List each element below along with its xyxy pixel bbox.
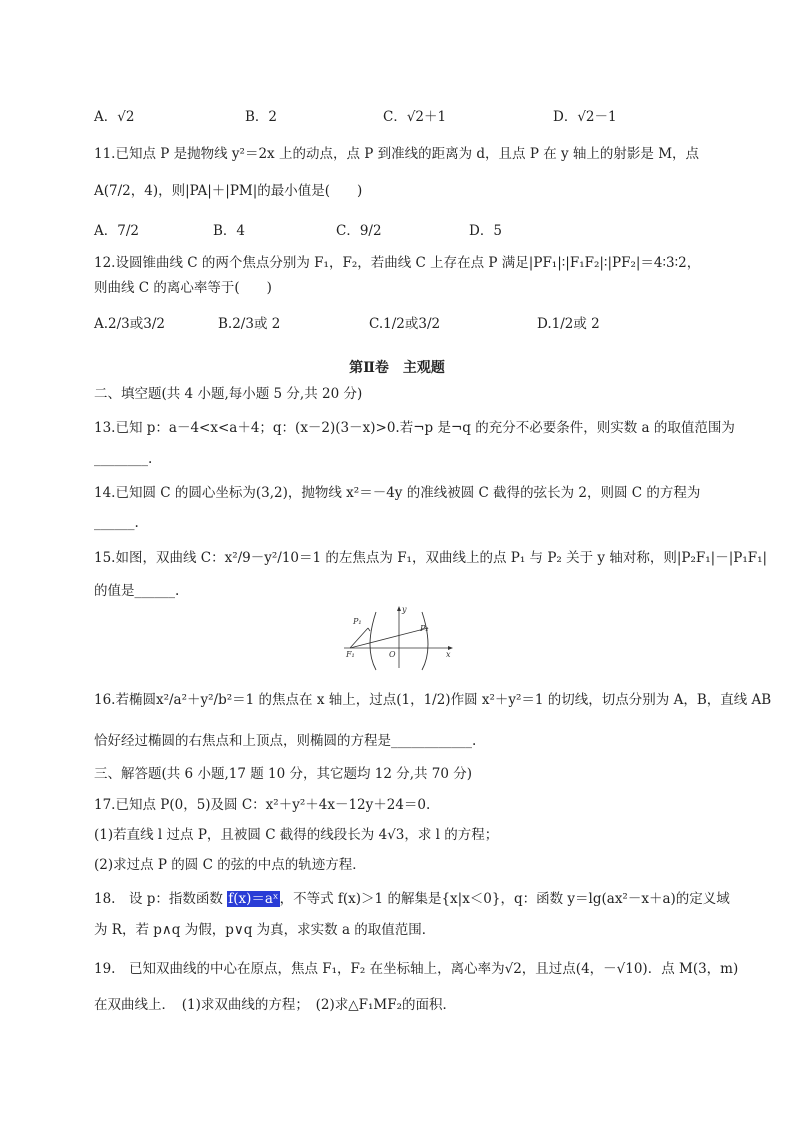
section3-heading: 三、解答题(共 6 小题,17 题 10 分，其它题均 12 分,共 70 分) [94, 766, 473, 782]
q10-option-a: A．√2 [94, 109, 135, 125]
q15-line1: 15.如图，双曲线 C：x²/9－y²/10＝1 的左焦点为 F₁，双曲线上的点 P₁ 与 P₂ 关于 y 轴对称，则|P₂F₁|－|P₁F₁| [94, 550, 768, 566]
q10-option-c: C．√2＋1 [383, 109, 447, 125]
q14-line1: 14.已知圆 C 的圆心坐标为(3,2)，抛物线 x²＝－4y 的准线被圆 C 截得的弦长为 2，则圆 C 的方程为 [94, 485, 701, 501]
q11-option-c: C．9/2 [336, 223, 382, 239]
q11-option-a: A．7/2 [94, 223, 139, 239]
q17-line3: (2)求过点 P 的圆 C 的弦的中点的轨迹方程． [94, 857, 366, 873]
q16-line1: 16.若椭圆x²/a²＋y²/b²＝1 的焦点在 x 轴上，过点(1，1/2)作圆 x²＋y²＝1 的切线，切点分别为 A，B，直线 AB [94, 692, 772, 708]
q18-suffix: ，不等式 f(x)＞1 的解集是{x|x＜0}，q：函数 y＝lg(ax²－x＋a)的定义域 [279, 891, 730, 907]
figure-label-p1: P₁ [353, 617, 362, 626]
q18-line1 [94, 890, 730, 908]
section2-heading: 二、填空题(共 4 小题,每小题 5 分,共 20 分) [94, 386, 363, 402]
q13-line1: 13.已知 p：a－4<x<a＋4；q：(x－2)(3－x)>0.若¬p 是¬q 的充分不必要条件，则实数 a 的取值范围为 [94, 420, 735, 436]
q11-line1: 11.已知点 P 是抛物线 y²＝2x 上的动点，点 P 到准线的距离为 d，且点 P 在 y 轴上的射影是 M，点 [94, 146, 700, 162]
q15-line2: 的值是______. [94, 583, 180, 599]
q12-line1: 12.设圆锥曲线 C 的两个焦点分别为 F₁，F₂，若曲线 C 上存在点 P 满足|PF₁|∶|F₁F₂|∶|PF₂|＝4∶3∶2， [94, 255, 701, 271]
q17-line2: (1)若直线 l 过点 P，且被圆 C 截得的线段长为 4√3，求 l 的方程； [94, 827, 499, 843]
q10-option-b: B．2 [245, 109, 278, 125]
q13-line2: ________. [94, 451, 153, 467]
q16-line2: 恰好经过椭圆的右焦点和上顶点，则椭圆的方程是____________. [94, 733, 477, 749]
figure-right-branch [422, 612, 428, 670]
figure-label-y: y [402, 605, 407, 614]
figure-line-p1 [368, 628, 370, 631]
q12-option-b: B.2/3或 2 [218, 316, 281, 332]
q12-option-d: D.1/2或 2 [537, 316, 600, 332]
q12-option-a: A.2/3或3/2 [94, 316, 165, 332]
q10-option-d: D．√2－1 [553, 109, 617, 125]
q11-option-d: D．5 [469, 223, 502, 239]
q18-line2: 为 R，若 p∧q 为假，p∨q 为真，求实数 a 的取值范围． [94, 922, 436, 938]
figure-label-o: O [389, 650, 396, 659]
figure-y-arrow [397, 606, 401, 611]
figure-line-f1-p2 [350, 628, 428, 648]
q19-line1: 19. 已知双曲线的中心在原点，焦点 F₁，F₂ 在坐标轴上，离心率为√2，且过点(4，－√10)．点 M(3，m) [94, 961, 739, 977]
hyperbola-figure [340, 604, 460, 672]
figure-label-f1: F₁ [346, 650, 355, 659]
figure-label-p2: P₂ [420, 624, 429, 633]
q11-option-b: B．4 [213, 223, 246, 239]
q12-option-c: C.1/2或3/2 [369, 316, 441, 332]
part2-title: 第Ⅱ卷 主观题 [349, 360, 445, 376]
figure-label-x: x [446, 650, 451, 659]
q18-prefix: 18. 设 p：指数函数 [94, 891, 228, 907]
q14-line2: ______. [94, 515, 139, 531]
q11-line2: A(7/2，4)，则|PA|＋|PM|的最小值是( ) [94, 183, 363, 199]
figure-left-branch [370, 612, 376, 670]
q12-line2: 则曲线 C 的离心率等于( ) [94, 280, 272, 296]
q19-line2: 在双曲线上． (1)求双曲线的方程； (2)求△F₁MF₂的面积． [94, 997, 457, 1013]
q18-highlighted-text[interactable]: f(x)＝aˣ [228, 891, 279, 907]
q17-line1: 17.已知点 P(0，5)及圆 C：x²＋y²＋4x－12y＋24＝0. [94, 797, 431, 813]
figure-line-f1-p1 [350, 628, 368, 648]
